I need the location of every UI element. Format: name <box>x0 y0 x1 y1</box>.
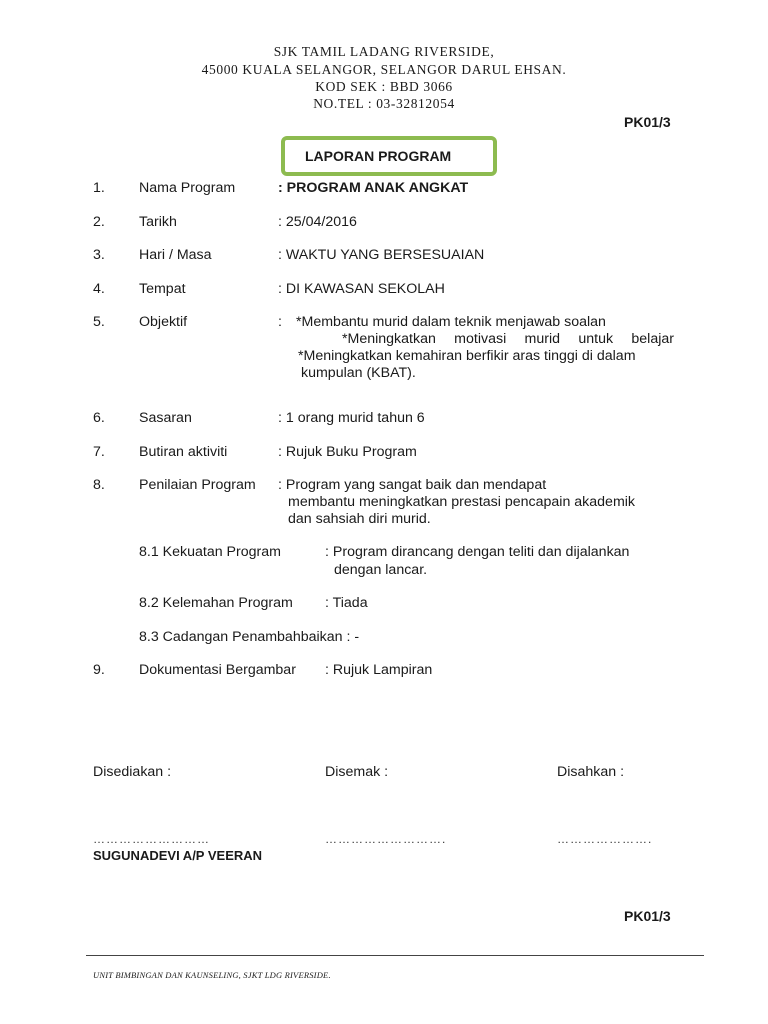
item-value: : 25/04/2016 <box>278 214 357 230</box>
kekuatan-label: 8.1 Kekuatan Program <box>139 544 281 560</box>
item-colon: : <box>278 314 282 330</box>
kelemahan-value: : Tiada <box>325 595 368 611</box>
item-value: : WAKTU YANG BERSESUAIAN <box>278 247 485 263</box>
school-phone: NO.TEL : 03-32812054 <box>313 96 455 111</box>
item-number: 7. <box>93 444 105 460</box>
school-name: SJK TAMIL LADANG RIVERSIDE, <box>273 44 495 59</box>
item-label: Objektif <box>139 314 188 330</box>
penilaian-line-2: membantu meningkatkan prestasi pencapain akademik <box>288 494 636 510</box>
footer-divider <box>86 955 704 956</box>
item-number: 3. <box>93 247 105 263</box>
item-number: 4. <box>93 281 105 297</box>
objektif-line-2: *Meningkatkan motivasi murid untuk belajar <box>342 331 674 347</box>
item-label: Sasaran <box>139 410 192 426</box>
item-value: : PROGRAM ANAK ANGKAT <box>278 180 469 196</box>
item-number: 9. <box>93 662 105 678</box>
item-value: : Rujuk Lampiran <box>325 662 433 678</box>
objektif-line-1: *Membantu murid dalam teknik menjawab soalan <box>296 314 606 330</box>
item-value: : 1 orang murid tahun 6 <box>278 410 425 426</box>
item-label: Butiran aktiviti <box>139 444 228 460</box>
cadangan-label: 8.3 Cadangan Penambahbaikan : - <box>139 629 360 645</box>
school-address: 45000 KUALA SELANGOR, SELANGOR DARUL EHSAN. <box>201 62 567 77</box>
item-label: Nama Program <box>139 180 236 196</box>
penilaian-line-3: dan sahsiah diri murid. <box>288 511 431 527</box>
signature-line-checked: ………………………. <box>325 832 447 846</box>
item-number: 2. <box>93 214 105 230</box>
objektif-line-4: kumpulan (KBAT). <box>301 365 416 381</box>
footer-text: UNIT BIMBINGAN DAN KAUNSELING, SJKT LDG RIVERSIDE. <box>93 970 331 980</box>
preparer-name: SUGUNADEVI A/P VEERAN <box>93 848 263 863</box>
item-label: Penilaian Program <box>139 477 256 493</box>
kekuatan-line-1: : Program dirancang dengan teliti dan dijalankan <box>325 544 630 560</box>
disediakan-label: Disediakan : <box>93 764 172 780</box>
item-value: : DI KAWASAN SEKOLAH <box>278 281 445 297</box>
item-label: Dokumentasi Bergambar <box>139 662 296 678</box>
kekuatan-line-2: dengan lancar. <box>334 562 428 578</box>
signature-line-prepared: ……………………… <box>93 832 210 846</box>
school-code: KOD SEK : BBD 3066 <box>315 79 453 94</box>
item-number: 5. <box>93 314 105 330</box>
item-label: Hari / Masa <box>139 247 212 263</box>
report-title: LAPORAN PROGRAM <box>305 148 452 164</box>
item-value: : Program yang sangat baik dan mendapat <box>278 477 547 493</box>
item-number: 6. <box>93 410 105 426</box>
item-number: 8. <box>93 477 105 493</box>
doc-code-top: PK01/3 <box>624 114 671 130</box>
item-label: Tarikh <box>139 214 177 230</box>
doc-code-bottom: PK01/3 <box>624 908 671 924</box>
objektif-line-3: *Meningkatkan kemahiran berfikir aras tinggi di dalam <box>298 348 636 364</box>
signature-line-approved: …………………. <box>557 832 653 846</box>
disemak-label: Disemak : <box>325 764 389 780</box>
item-label: Tempat <box>139 281 186 297</box>
item-value: : Rujuk Buku Program <box>278 444 417 460</box>
kelemahan-label: 8.2 Kelemahan Program <box>139 595 293 611</box>
report-title-box <box>281 136 497 176</box>
item-number: 1. <box>93 180 105 196</box>
disahkan-label: Disahkan : <box>557 764 625 780</box>
